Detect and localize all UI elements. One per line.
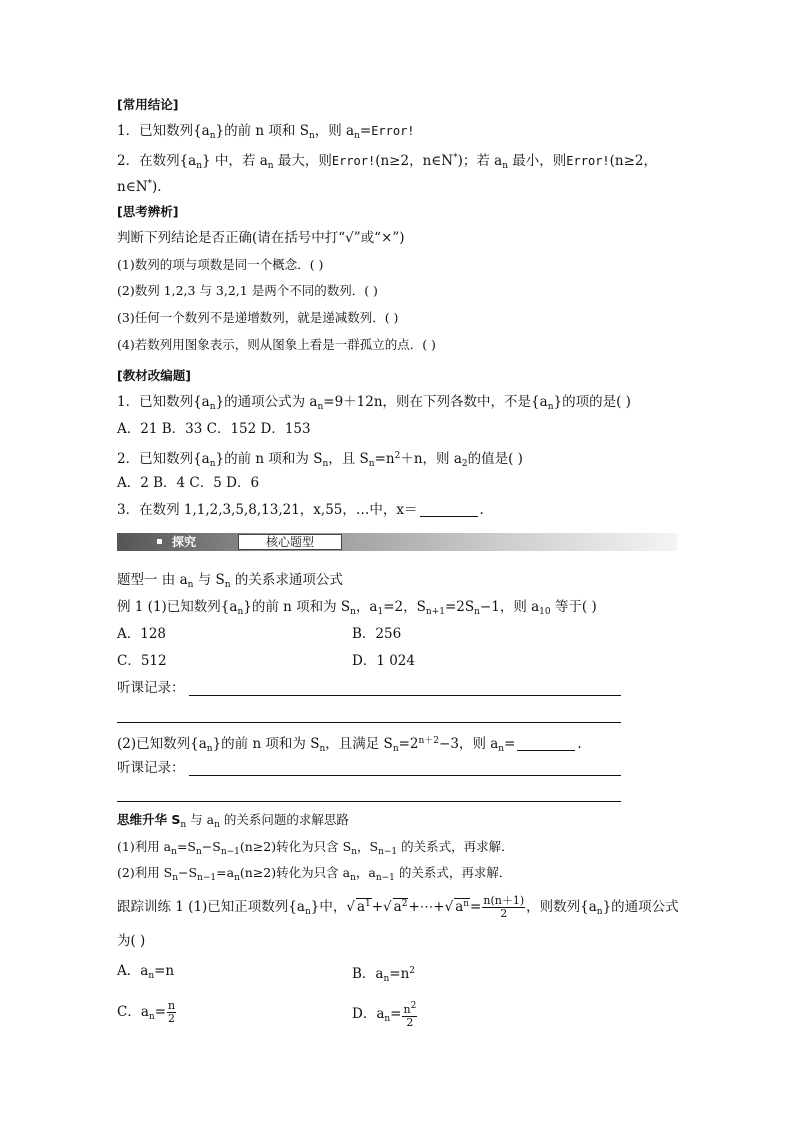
notes-label: 听课记录： xyxy=(117,760,185,776)
example-1-part-1: 例 1 (1)已知数列$\{a_n\}$的前 n 项和为 $S_n$，$a_1=2$，$S_{n+1}=2S_n-1$，则 $a_{10}$ 等于( ) xyxy=(117,599,597,617)
example-1-option-a: A．128 xyxy=(117,626,167,642)
thinking-item-4: (4)若数列用图象表示，则从图象上看是一群孤立的点．( ) xyxy=(117,337,436,352)
example-1-option-c: C．512 xyxy=(117,653,167,669)
notes-line[interactable] xyxy=(189,775,621,776)
section-title-textbook: [教材改编题] xyxy=(117,368,191,383)
banner-core-types: 核心题型 xyxy=(238,534,342,550)
square-bullet-icon xyxy=(157,539,162,544)
conclusion-1: 1．已知数列$\{a_n\}$的前 n 项和 $S_n$，则 $a_n=Error$! xyxy=(117,123,415,141)
tracking-exercise-1: 跟踪训练 1 (1)已知正项数列$\{a_n\}$中，√ $a^1+√$ $a^2+\cdots+√$ $a^n=$ $\frac{n(n+1)}{2}$ ，则数列$\{a_n\}$的通项公式 xyxy=(117,894,679,920)
tracking-option-c: C．$a_n=$ $\frac{n}{2}$ xyxy=(117,999,176,1025)
notes-line[interactable] xyxy=(117,801,621,802)
thinking-item-1: (1)数列的项与项数是同一个概念．( ) xyxy=(117,257,324,272)
section-banner xyxy=(117,533,677,551)
conclusion-2-cont: n∈N*)． xyxy=(117,179,171,195)
tracking-option-d: D．$a_n=$ $\frac{n^2}{2}$ xyxy=(352,1001,417,1029)
section-title-common-conclusions: [常用结论] xyxy=(117,97,179,112)
thinking-upgrade-title: 思维升华 $S_n$ 与 $a_n$ 的关系问题的求解思路 xyxy=(117,812,349,830)
answer-blank[interactable] xyxy=(420,503,478,517)
answer-blank[interactable] xyxy=(517,737,575,751)
notes-line[interactable] xyxy=(117,722,621,723)
thinking-item-2: (2)数列 1,2,3 与 3,2,1 是两个不同的数列．( ) xyxy=(117,283,378,298)
type-title: 题型一 由 $a_n$ 与 $S_n$ 的关系求通项公式 xyxy=(117,572,343,590)
example-1-option-d: D．1 024 xyxy=(352,653,415,669)
textbook-q2-options: A．2 B．4 C．5 D．6 xyxy=(117,475,260,491)
thinking-intro: 判断下列结论是否正确(请在括号中打“√”或“×”) xyxy=(117,230,405,246)
textbook-q2: 2．已知数列$\{a_n\}$的前 n 项和为 $S_n$，且 $S_n=n^2+n$，则 $a_2$的值是( ) xyxy=(117,451,523,469)
conclusion-2: 2．在数列$\{a_n\}$ 中，若 $a_n$ 最大，则Error!(n≥2，n∈N*)；若 $a_n$ 最小，则Error!(n≥2， xyxy=(117,153,658,171)
thinking-upgrade-1: (1)利用 $a_n=S_n-S_{n-1}(n\ge 2)$转化为只含 $S_n$，$S_{n-1}$ 的关系式，再求解． xyxy=(117,839,514,857)
tracking-option-b: B．$a_n=n^2$ xyxy=(352,966,416,984)
thinking-item-3: (3)任何一个数列不是递增数列，就是递减数列．( ) xyxy=(117,310,399,325)
thinking-upgrade-2: (2)利用 $S_n-S_{n-1}=a_n(n\ge 2)$转化为只含 $a_n$，$a_{n-1}$ 的关系式，再求解． xyxy=(117,865,512,883)
textbook-q3: 3．在数列 1,1,2,3,5,8,13,21，x,55，…中，x＝ . xyxy=(117,502,484,518)
textbook-q1-options: A．21 B．33 C．152 D．153 xyxy=(117,421,311,437)
example-1-option-b: B．256 xyxy=(352,626,402,642)
tracking-option-a: A．$a_n=n$ xyxy=(117,963,175,981)
tracking-exercise-1-cont: 为( ) xyxy=(117,933,146,949)
example-1-part-2: (2)已知数列$\{a_n\}$的前 n 项和为 $S_n$，且满足 $S_n=2^{n+2}-3$，则 $a_n=$ . xyxy=(117,736,582,754)
textbook-q1: 1．已知数列$\{a_n\}$的通项公式为 $a_n=9+12n$，则在下列各数中，不是$\{a_n\}$的项的是( ) xyxy=(117,394,631,412)
notes-line[interactable] xyxy=(189,695,621,696)
banner-explore: 探究 xyxy=(157,534,196,550)
notes-label: 听课记录： xyxy=(117,680,185,696)
section-title-thinking: [思考辨析] xyxy=(117,204,179,219)
